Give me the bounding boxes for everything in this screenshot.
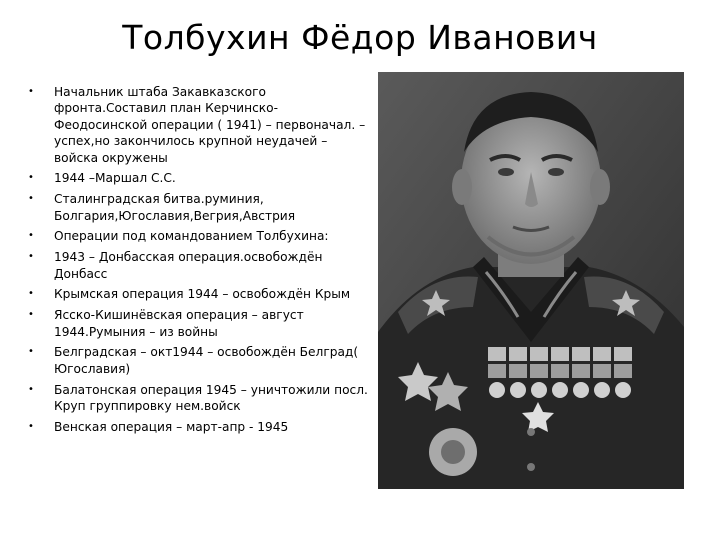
bullet-text: Венская операция – март-апр - 1945 — [54, 419, 289, 434]
bullet-dot-icon: • — [28, 288, 34, 300]
portrait-photo — [378, 72, 684, 489]
bullet-text: Операции под командованием Толбухина: — [54, 229, 329, 244]
bullet-item — [28, 382, 370, 415]
bullet-dot-icon: • — [28, 172, 34, 184]
bullet-item — [28, 286, 370, 302]
bullet-dot-icon: • — [28, 230, 34, 242]
bullet-text: Сталинградская битва.руминия, Болгария,Югославия,Вегрия,Австрия — [54, 192, 296, 223]
bullet-text: Белградская – окт1944 – освобождён Белград( Югославия) — [54, 345, 359, 376]
bullet-item — [28, 228, 370, 244]
bullet-list — [28, 84, 370, 440]
portrait-photo-icon — [378, 72, 684, 489]
bullet-dot-icon: • — [28, 86, 34, 97]
bullet-text: 1944 –Маршал С.С. — [54, 171, 176, 186]
bullet-dot-icon: • — [28, 309, 34, 321]
bullet-item — [28, 419, 370, 435]
bullet-text: Балатонская операция 1945 – уничтожили посл. Круп группировку нем.войск — [54, 382, 368, 414]
slide-title: Толбухин Фёдор Иванович — [122, 18, 598, 57]
bullet-item — [28, 307, 370, 340]
bullet-dot-icon: • — [28, 420, 34, 432]
bullet-item — [28, 344, 370, 377]
bullet-text: Крымская операция 1944 – освобождён Крым — [54, 287, 351, 302]
bullet-item — [28, 170, 370, 186]
bullet-text: Начальник штаба Закавказского фронта.Составил план Керчинско-Феодосинской операции ( 1941) – первоначал. – успех,но закончилось крупной неудачей – войска окружены — [54, 85, 366, 165]
bullet-text: 1943 – Донбасская операция.освобождён Донбасс — [54, 250, 323, 281]
bullet-dot-icon: • — [28, 251, 34, 263]
bullet-item — [28, 84, 370, 166]
bullet-dot-icon: • — [28, 383, 34, 395]
bullet-item — [28, 191, 370, 224]
bullet-dot-icon: • — [28, 346, 34, 358]
bullet-item — [28, 249, 370, 282]
bullet-text: Ясско-Кишинёвская операция – август 1944.Румыния – из войны — [54, 308, 304, 339]
bullet-dot-icon: • — [28, 193, 34, 205]
